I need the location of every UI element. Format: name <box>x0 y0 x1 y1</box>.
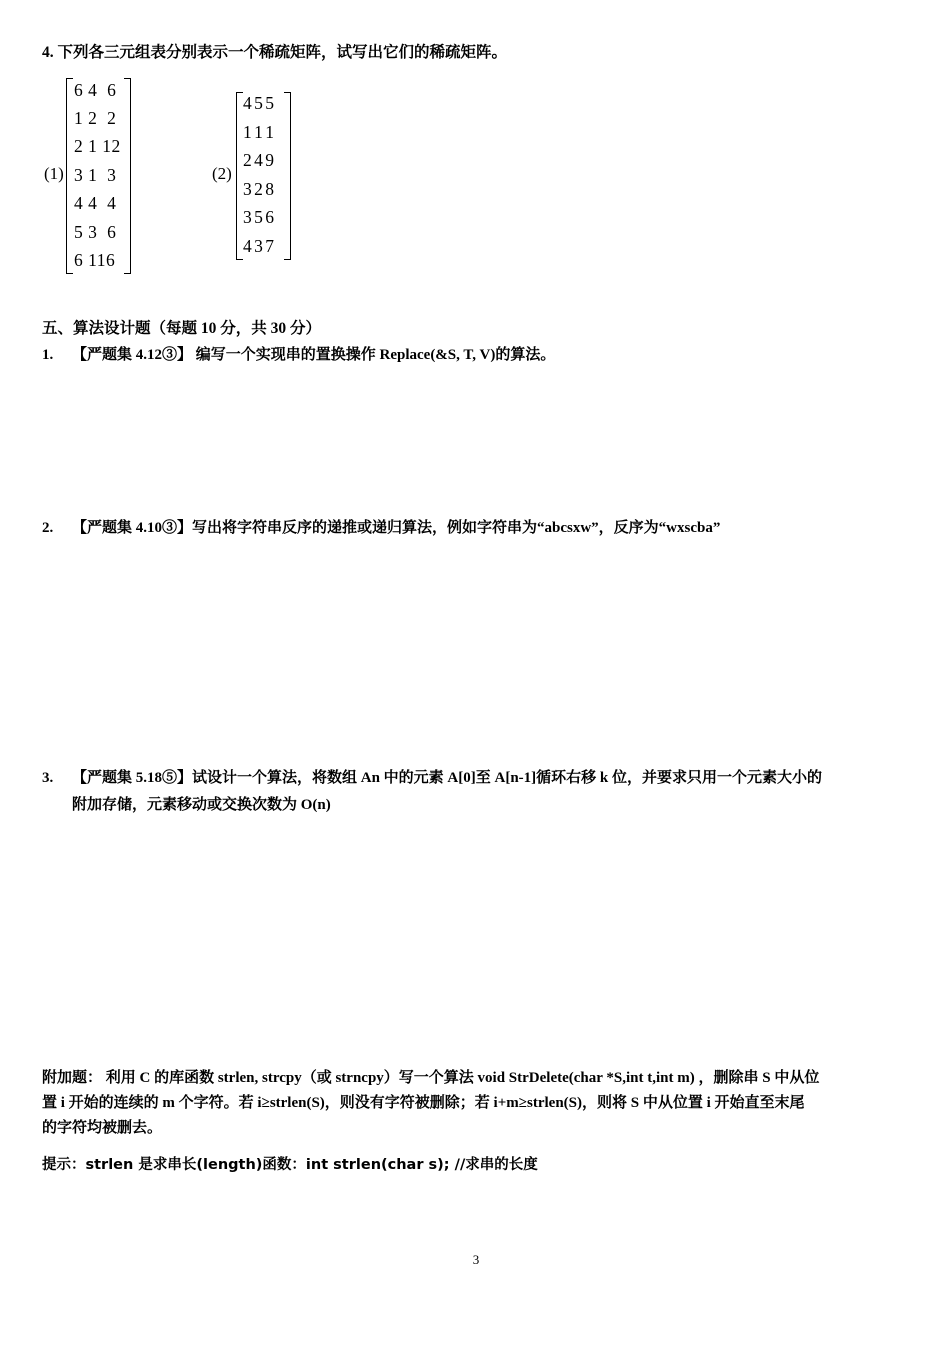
hint-text: 提示：strlen 是求串长(length)函数：int strlen(char s); //求串的长度 <box>42 1157 538 1173</box>
matrix-2-row: 2 4 9 <box>243 150 273 170</box>
extra-question-line-3: 的字符均被删去。 <box>42 1120 163 1136</box>
extra-question-line-1: 附加题： 利用 C 的库函数 strlen, strcpy（或 strncpy）写一个算法 void StrDelete(char *S,int t,int m) ，删除串 S 中从位 <box>42 1070 820 1086</box>
page-number: 3 <box>472 1252 480 1267</box>
algorithm-question-2 <box>42 516 720 537</box>
question-text: 【严题集 4.10③】写出将字符串反序的递推或递归算法，例如字符串为“abcsxw”，反序为“wxscba” <box>72 520 721 536</box>
question-4-title: 4. 下列各三元组表分别表示一个稀疏矩阵，试写出它们的稀疏矩阵。 <box>42 44 508 61</box>
question-number: 2. <box>42 520 54 536</box>
matrix-2-right-bracket <box>284 92 291 260</box>
matrix-1-left-bracket <box>66 78 73 274</box>
matrix-1-right-bracket <box>124 78 131 274</box>
matrix-2-row: 4 3 7 <box>243 236 273 256</box>
question-number: 1. <box>42 347 54 363</box>
question-text: 【严题集 5.18⑤】试设计一个算法，将数组 An 中的元素 A[0]至 A[n-1]循环右移 k 位，并要求只用一个元素大小的 <box>72 770 823 786</box>
matrix-1-row: 4 4 4 <box>74 193 117 213</box>
matrix-1-row: 1 2 2 <box>74 108 117 128</box>
matrix-1-row: 5 3 6 <box>74 222 117 242</box>
matrix-2-row: 1 1 1 <box>243 122 273 142</box>
matrix-2-row: 3 5 6 <box>243 207 273 227</box>
matrix-1-row: 6 4 6 <box>74 80 117 100</box>
matrix-2-row: 3 2 8 <box>243 179 273 199</box>
algorithm-question-1 <box>42 343 555 364</box>
matrix-1-label: (1) <box>44 164 64 183</box>
matrix-2-label: (2) <box>212 164 232 183</box>
algorithm-question-3-continuation: 附加存储，元素移动或交换次数为 O(n) <box>72 797 331 813</box>
matrix-2-row: 4 5 5 <box>243 93 273 113</box>
question-number: 3. <box>42 770 54 786</box>
matrix-1-row: 2 1 12 <box>74 136 121 156</box>
algorithm-question-3 <box>42 766 822 787</box>
extra-question-line-2: 置 i 开始的连续的 m 个字符。若 i≥strlen(S)，则没有字符被删除；若 i+m≥strlen(S)，则将 S 中从位置 i 开始直至末尾 <box>42 1095 805 1111</box>
question-text: 【严题集 4.12③】 编写一个实现串的置换操作 Replace(&S, T, V)的算法。 <box>72 347 556 363</box>
matrix-1-row: 3 1 3 <box>74 165 117 185</box>
matrix-1-row: 6 116 <box>74 250 116 270</box>
matrix-2-left-bracket <box>236 92 243 260</box>
section-5-title: 五、算法设计题（每题 10 分，共 30 分） <box>42 320 322 337</box>
